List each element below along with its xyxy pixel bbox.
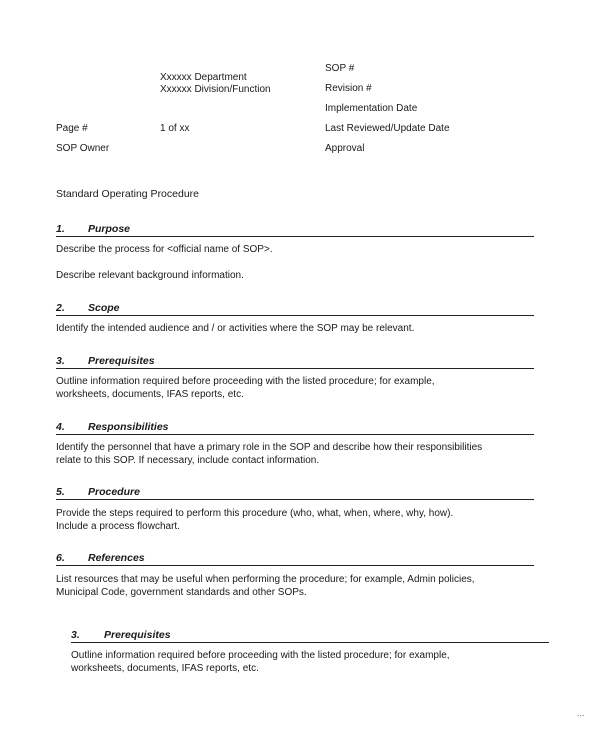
inset-paragraph-line: worksheets, documents, IFAS reports, etc. — [71, 663, 259, 674]
section-rule — [56, 236, 534, 237]
corner-mark: ... — [577, 708, 585, 718]
page-label: Page # — [56, 123, 88, 134]
last-reviewed-label: Last Reviewed/Update Date — [325, 123, 450, 134]
section-title: Scope — [88, 302, 120, 314]
inset-section-title: Prerequisites — [104, 629, 171, 641]
approval-label: Approval — [325, 143, 365, 154]
implementation-date-label: Implementation Date — [325, 103, 418, 114]
section-number: 1. — [56, 223, 65, 235]
section-rule — [56, 434, 534, 435]
document-title: Standard Operating Procedure — [56, 188, 200, 200]
page-value: 1 of xx — [160, 123, 190, 134]
department-name: Xxxxxx Department — [160, 72, 247, 83]
revision-label: Revision # — [325, 83, 372, 94]
paragraph-line: relate to this SOP. If necessary, include contact information. — [56, 455, 320, 466]
section-title: Procedure — [88, 486, 140, 498]
paragraph-line: Identify the personnel that have a primary role in the SOP and describe how their responsibilities — [56, 442, 483, 453]
division-function: Xxxxxx Division/Function — [160, 84, 271, 95]
section-title: Responsibilities — [88, 421, 169, 433]
section-number: 6. — [56, 552, 65, 564]
paragraph-line: worksheets, documents, IFAS reports, etc. — [56, 389, 244, 400]
section-title: Purpose — [88, 223, 131, 235]
section-title: Prerequisites — [88, 355, 155, 367]
section-number: 2. — [56, 302, 65, 314]
section-number: 3. — [56, 355, 65, 367]
paragraph-line: Outline information required before proceeding with the listed procedure; for example, — [56, 376, 435, 387]
paragraph-line: List resources that may be useful when performing the procedure; for example, Admin policies, — [56, 574, 475, 585]
paragraph-line: Include a process flowchart. — [56, 521, 180, 532]
paragraph-line: Describe relevant background information. — [56, 270, 244, 281]
section-rule — [56, 499, 534, 500]
section-rule — [56, 368, 534, 369]
section-rule — [56, 565, 534, 566]
sop-owner-label: SOP Owner — [56, 143, 110, 154]
paragraph-line: Provide the steps required to perform this procedure (who, what, when, where, why, how). — [56, 508, 454, 519]
section-title: References — [88, 552, 145, 564]
paragraph-line: Identify the intended audience and / or activities where the SOP may be relevant. — [56, 323, 415, 334]
inset-section-rule — [71, 642, 549, 643]
paragraph-line: Describe the process for <official name of SOP>. — [56, 244, 273, 255]
inset-section-number: 3. — [71, 629, 80, 641]
sop-number-label: SOP # — [325, 63, 355, 74]
section-number: 4. — [56, 421, 65, 433]
inset-paragraph-line: Outline information required before proceeding with the listed procedure; for example, — [71, 650, 450, 661]
section-number: 5. — [56, 486, 65, 498]
section-rule — [56, 315, 534, 316]
paragraph-line: Municipal Code, government standards and other SOPs. — [56, 587, 307, 598]
